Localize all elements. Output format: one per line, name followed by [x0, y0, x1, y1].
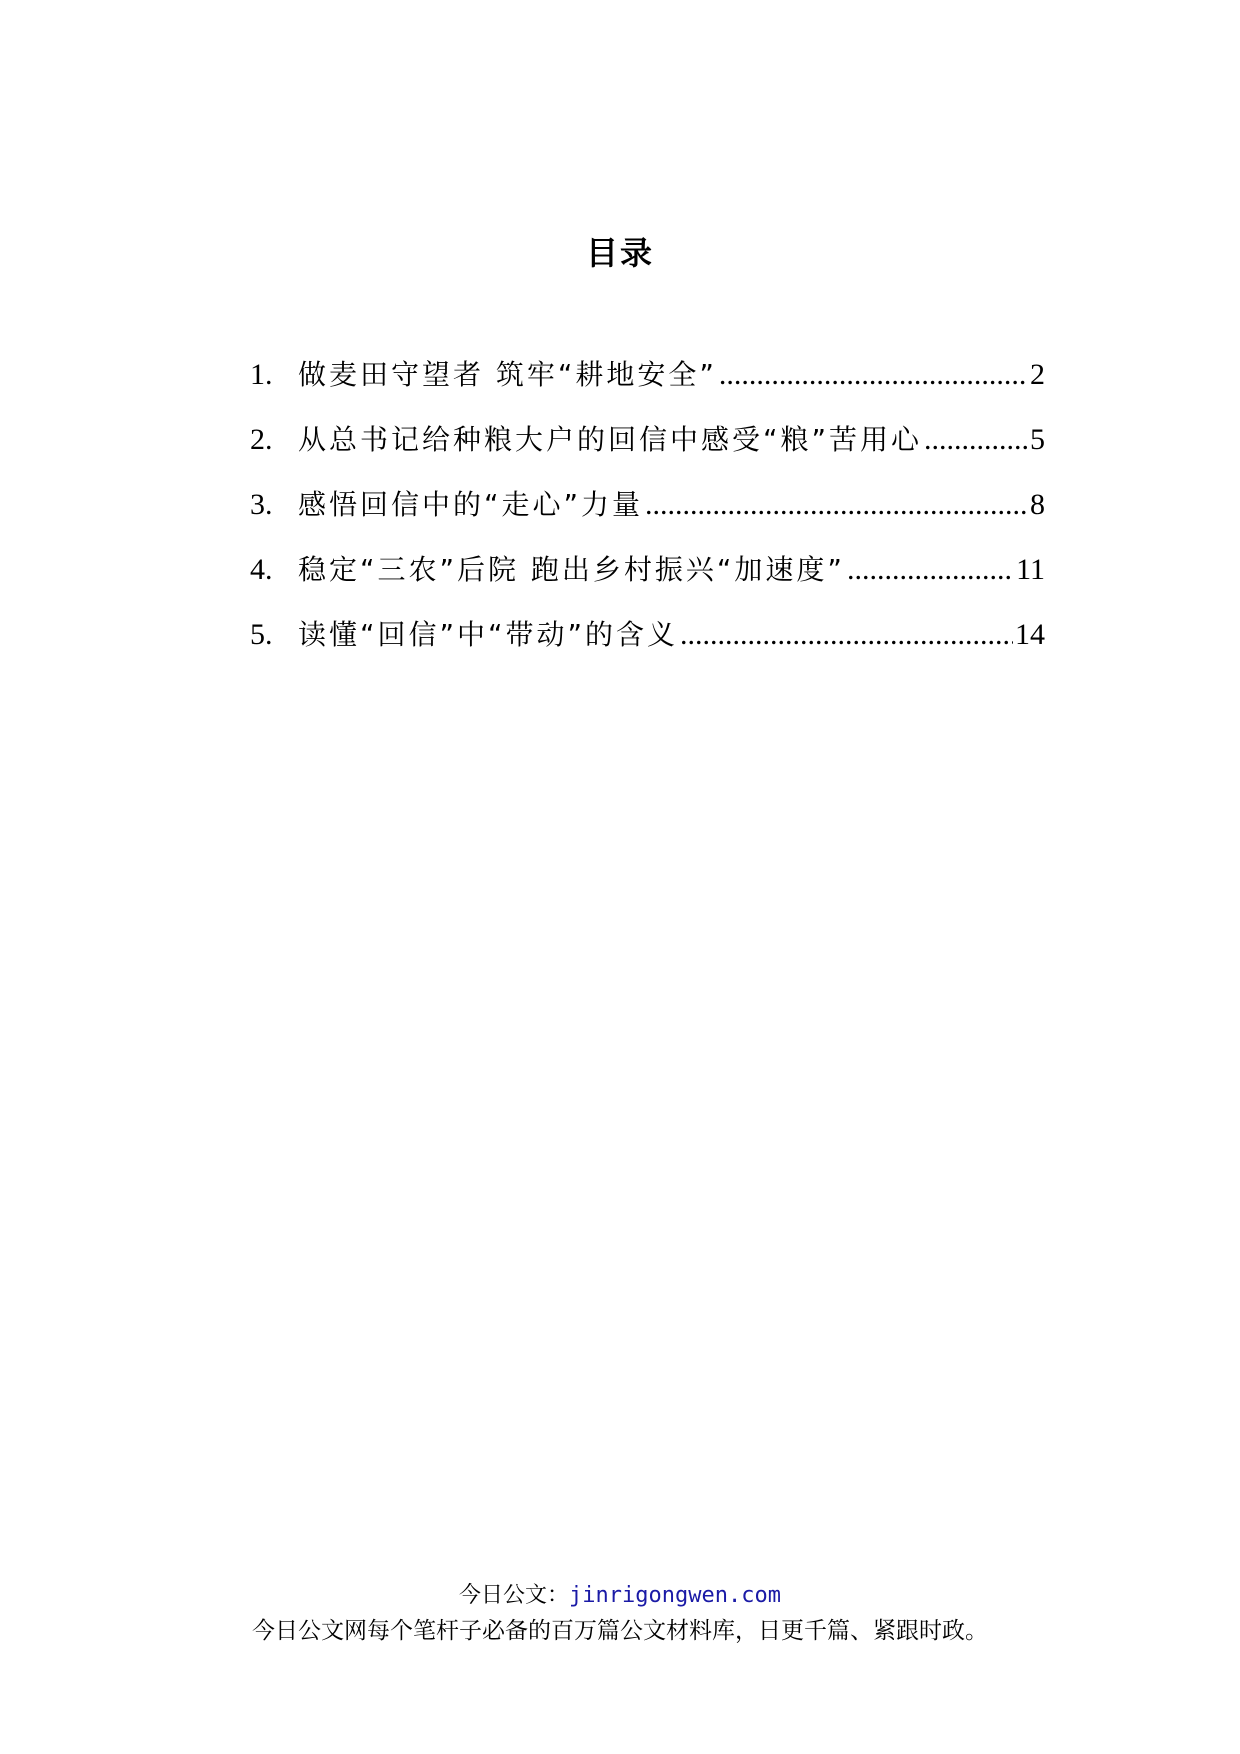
toc-entry-page: 8: [1030, 488, 1045, 521]
toc-entry-number: 5.: [250, 618, 273, 651]
footer-source: [0, 1578, 1240, 1609]
toc-entry-title: 从总书记给种粮大户的回信中感受“粮”苦用心: [298, 423, 923, 456]
toc-dot-leader: [645, 485, 1028, 525]
toc-entry-title: 感悟回信中的“走心”力量: [298, 488, 644, 521]
toc-entry-page: 11: [1016, 553, 1045, 586]
toc-dot-leader: [680, 615, 1013, 655]
toc-entry-title: 稳定“三农”后院 跑出乡村振兴“加速度”: [298, 553, 845, 586]
footer-link[interactable]: jinrigongwen.com: [569, 1583, 781, 1608]
footer-slogan: 今日公文网每个笔杆子必备的百万篇公文材料库，日更千篇、紧跟时政。: [252, 1618, 988, 1644]
toc-entry[interactable]: [250, 485, 1045, 550]
toc-entry[interactable]: [250, 420, 1045, 485]
footer-label: 今日公文：: [459, 1583, 570, 1608]
toc-entry-page: 5: [1030, 423, 1045, 456]
toc-list: [250, 355, 1045, 680]
toc-entry-title: 读懂“回信”中“带动”的含义: [298, 618, 679, 651]
toc-entry-page: 14: [1015, 618, 1045, 651]
toc-entry-number: 1.: [250, 358, 273, 391]
toc-entry-number: 3.: [250, 488, 273, 521]
toc-dot-leader: [719, 355, 1028, 395]
toc-dot-leader: [847, 550, 1014, 590]
toc-dot-leader: [924, 420, 1028, 460]
toc-entry[interactable]: [250, 355, 1045, 420]
toc-entry-number: 2.: [250, 423, 273, 456]
toc-entry-page: 2: [1030, 358, 1045, 391]
toc-title: 目录: [585, 234, 654, 272]
toc-entry[interactable]: [250, 550, 1045, 615]
toc-entry-number: 4.: [250, 553, 273, 586]
toc-entry-title: 做麦田守望者 筑牢“耕地安全”: [298, 358, 717, 391]
toc-entry[interactable]: [250, 615, 1045, 680]
